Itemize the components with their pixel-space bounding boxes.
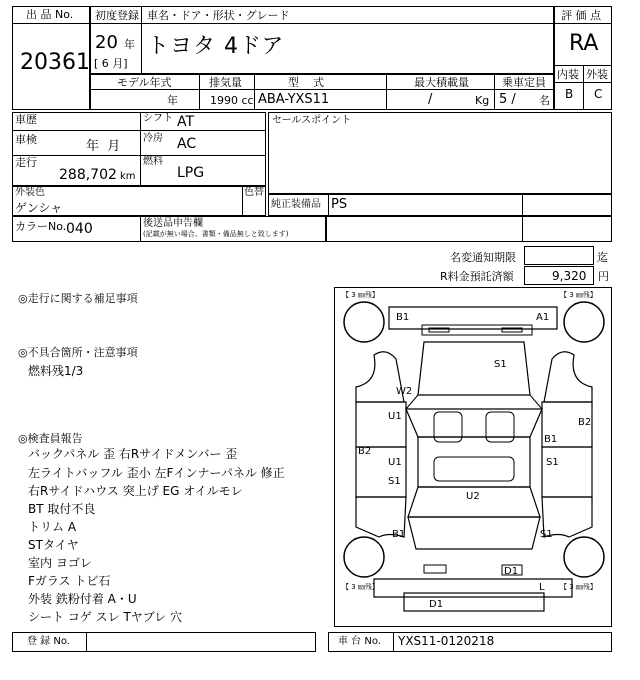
chassis-number: YXS11-0120218 — [398, 634, 495, 648]
rear-bumper-lower — [404, 593, 544, 611]
capacity-unit: 名 — [539, 94, 550, 107]
max-load-value: / — [428, 92, 433, 107]
displacement-label: 排気量 — [209, 76, 242, 89]
exterior-color: ゲンシャ — [15, 201, 63, 215]
tire-rear-left — [344, 537, 384, 577]
year-unit: 年 — [124, 38, 135, 51]
tire-label-front-left: 【 3 ㎜残】 — [342, 291, 379, 299]
front-door-left — [356, 402, 406, 447]
grade-label: 評 価 点 — [561, 9, 601, 22]
damage-mark: B2 — [358, 446, 372, 457]
damage-mark: S1 — [388, 476, 401, 487]
defect-notes-title: ◎不具合箇所・注意事項 — [18, 346, 138, 359]
car-damage-diagram — [334, 287, 612, 627]
fuel-label: 燃料 — [143, 156, 163, 167]
air-conditioning: AC — [177, 136, 197, 152]
damage-mark: B2 — [578, 417, 592, 428]
tire-label-front-right: 【 3 ㎜残】 — [560, 291, 597, 299]
damage-mark: B1 — [544, 434, 558, 445]
tire-front-left — [344, 302, 384, 342]
overall-grade: RA — [569, 31, 599, 56]
shaken-label: 車検 — [15, 133, 37, 146]
damage-mark: D1 — [429, 599, 444, 610]
interior-label: 内装 — [557, 68, 579, 81]
damage-mark: L — [539, 582, 545, 593]
inspector-line: BT 取付不良 — [28, 502, 96, 516]
deadline-label: 名変通知期限 — [450, 251, 516, 264]
ac-label: 冷房 — [143, 133, 163, 144]
rear-seat — [434, 457, 514, 481]
chassis-number-label: 車 台 No. — [338, 636, 381, 647]
mileage: 288,702 — [59, 167, 117, 183]
lot-number-label: 出 品 No. — [26, 8, 74, 21]
history-label: 車歴 — [15, 113, 37, 126]
tire-label-rear-left: 【 3 ㎜残】 — [342, 583, 379, 591]
shift-label: シフト — [143, 113, 173, 124]
damage-mark: B1 — [392, 529, 406, 540]
mileage-label: 走行 — [15, 156, 37, 169]
inspector-line: シート コゲ スレ Tヤブレ 穴 — [28, 610, 183, 624]
exterior-grade: C — [594, 87, 603, 101]
docs-label: 後送品申告欄 — [143, 218, 203, 229]
model-label: 型 式 — [288, 76, 324, 89]
inspector-line: STタイヤ — [28, 538, 79, 552]
damage-mark: B1 — [396, 312, 410, 323]
damage-mark: S1 — [540, 529, 553, 540]
inspector-report-title: ◎検査員報告 — [18, 432, 83, 445]
recycle-fee: 9,320 — [552, 269, 587, 283]
damage-mark: U1 — [388, 411, 402, 422]
model-code: ABA-YXS11 — [258, 92, 330, 107]
exterior-label: 外装 — [586, 68, 608, 81]
color-change-label: 色替 — [244, 187, 264, 198]
front-grille — [422, 325, 532, 335]
tire-rear-right — [564, 537, 604, 577]
damage-mark: U1 — [388, 457, 402, 468]
color-number-label: カラーNo. — [15, 220, 67, 233]
recycle-fee-label: R料金預託済額 — [440, 270, 514, 283]
driving-notes-title: ◎走行に関する補足事項 — [18, 292, 138, 305]
fuel: LPG — [177, 165, 205, 181]
hood — [418, 342, 530, 395]
windshield — [406, 409, 542, 437]
inspector-line: 外装 鉄粉付着 A・U — [28, 592, 137, 606]
damage-mark: A1 — [536, 312, 550, 323]
inspector-line: トリム A — [28, 520, 77, 534]
capacity-label: 乗車定員 — [502, 76, 546, 89]
tire-label-rear-right: 【 3 ㎜残】 — [560, 583, 597, 591]
shift: AT — [177, 114, 195, 130]
car-name-label: 車名・ドア・形状・グレード — [147, 9, 290, 22]
exterior-color-label: 外装色 — [15, 187, 45, 198]
damage-mark: W2 — [396, 386, 413, 397]
rear-lamp-left — [424, 565, 446, 573]
first-registration-label: 初度登録 — [95, 9, 139, 22]
extra-row — [326, 216, 612, 242]
inspector-line: Fガラス トビ石 — [28, 574, 111, 588]
inspector-line: バックパネル 歪 右Rサイドメンバー 歪 — [28, 447, 238, 461]
damage-mark: S1 — [546, 457, 559, 468]
model-year-unit: 年 — [167, 94, 178, 107]
car-name: トヨタ 4ドア — [147, 34, 285, 59]
sales-point-label: セールスポイント — [272, 115, 352, 126]
lot-number: 20361 — [20, 50, 90, 75]
genuine-equipment-label: 純正装備品 — [271, 199, 321, 210]
damage-mark: S1 — [494, 359, 507, 370]
defect-line: 燃料残1/3 — [28, 364, 84, 378]
capacity-value: 5 / — [499, 92, 516, 107]
first-registration-year: 20 — [95, 32, 118, 53]
first-registration-month: [ 6 月] — [94, 57, 128, 70]
deadline-box — [524, 246, 594, 265]
genuine-equipment: PS — [331, 197, 348, 212]
inspector-line: 右Rサイドハウス 突上げ EG オイルモレ — [28, 484, 243, 498]
damage-mark: U2 — [466, 491, 480, 502]
shaken-value: 年 月 — [86, 139, 121, 154]
tire-front-right — [564, 302, 604, 342]
model-year-label: モデル年式 — [117, 76, 172, 89]
rear-door-right — [542, 447, 592, 497]
deadline-unit: 迄 — [597, 251, 608, 264]
interior-grade: B — [565, 87, 574, 101]
damage-mark: D1 — [504, 566, 519, 577]
color-number: 040 — [66, 221, 93, 237]
max-load-label: 最大積載量 — [414, 76, 469, 89]
inspector-line: 室内 ヨゴレ — [28, 556, 92, 570]
trunk — [408, 517, 540, 549]
docs-note: (記載が無い場合、書類・備品無しと致します) — [143, 230, 289, 238]
registration-number-label: 登 録 No. — [27, 636, 70, 647]
recycle-fee-unit: 円 — [598, 270, 609, 283]
displacement: 1990 cc — [210, 94, 254, 107]
front-fender-right — [544, 352, 592, 402]
details-left-block — [12, 112, 266, 186]
inspector-line: 左ライトバッフル 歪小 左Fインナーパネル 修正 — [28, 466, 285, 480]
mileage-unit: km — [120, 171, 136, 182]
max-load-unit: Kg — [475, 94, 490, 107]
